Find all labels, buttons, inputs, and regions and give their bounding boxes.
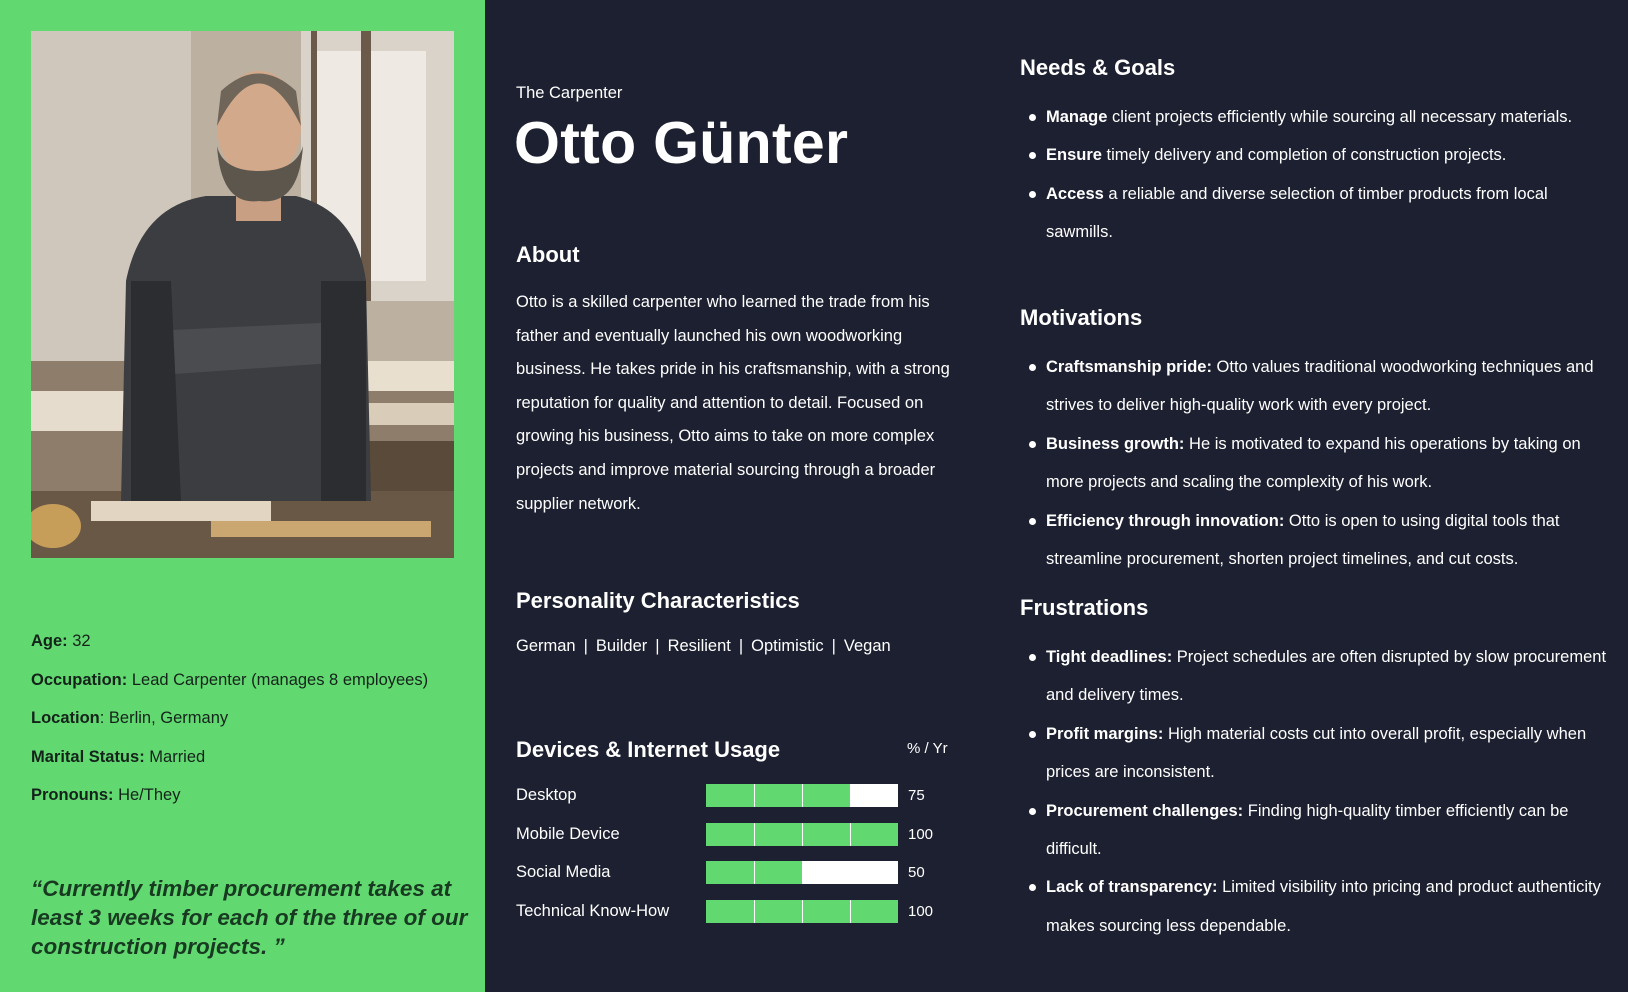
list-item — [1020, 136, 1610, 174]
item-lead: Procurement challenges: — [1046, 801, 1244, 820]
needs-list — [1020, 98, 1610, 252]
fact-label: Pronouns: — [31, 786, 114, 804]
device-row — [516, 861, 956, 900]
item-text: timely delivery and completion of construction projects. — [1101, 146, 1507, 165]
device-label: Technical Know-How — [516, 901, 670, 920]
frustrations-heading: Frustrations — [1020, 595, 1149, 620]
fact-value: : Berlin, Germany — [99, 709, 229, 727]
item-lead: Lack of transparency: — [1046, 878, 1218, 897]
item-text: Project schedules are often disrupted by slow procurement and delivery times. — [1046, 648, 1607, 705]
fact-label: Age: — [31, 632, 68, 650]
about-text: Otto is a skilled carpenter who learned the trade from his father and eventually launched his own woodworking business. He takes pride in his craftsmanship, with a strong reputation for quality and attention to detail. Focused on growing his business, Otto aims to take on more complex projects and improve material sourcing through a broader supplier network. — [516, 293, 950, 513]
item-text: High material costs cut into overall profit, especially when prices are inconsistent. — [1046, 724, 1587, 782]
device-row — [516, 823, 956, 862]
trait: Optimistic — [751, 637, 824, 655]
usage-bar-fill — [706, 784, 850, 807]
list-item — [1020, 792, 1610, 869]
item-lead: Access — [1046, 184, 1104, 203]
device-label: Mobile Device — [516, 824, 620, 843]
device-row — [516, 900, 956, 939]
item-lead: Profit margins: — [1046, 724, 1164, 743]
fact-occupation — [31, 661, 471, 700]
item-lead: Business growth: — [1046, 434, 1185, 453]
fact-age — [31, 622, 471, 661]
fact-value: Lead Carpenter (manages 8 employees) — [127, 670, 429, 689]
list-item — [1020, 175, 1610, 252]
list-item — [1020, 715, 1610, 792]
trait-separator: | — [831, 637, 836, 655]
usage-bar — [706, 823, 898, 846]
item-text: a reliable and diverse selection of timber products from local sawmills. — [1046, 184, 1548, 242]
item-text: Otto values traditional woodworking techniques and strives to deliver high-quality work with every project. — [1046, 358, 1594, 415]
item-text: He is motivated to expand his operations by taking on more projects and scaling the complexity of his work. — [1046, 434, 1581, 492]
device-label: Desktop — [516, 786, 577, 804]
list-item — [1020, 348, 1610, 425]
usage-bar — [706, 861, 898, 884]
persona-quote: “Currently timber procurement takes at least 3 weeks for each of the three of our construction projects. ” — [31, 876, 468, 959]
usage-value: 75 — [908, 787, 925, 804]
item-text: client projects efficiently while sourcing all necessary materials. — [1107, 108, 1573, 126]
personality-heading: Personality Characteristics — [516, 588, 800, 613]
list-item — [1020, 98, 1610, 136]
usage-value: 50 — [908, 864, 925, 881]
persona-facts — [31, 622, 471, 815]
fact-marital-status — [31, 738, 471, 777]
usage-bar — [706, 900, 898, 923]
item-lead: Efficiency through innovation: — [1046, 511, 1285, 530]
profile-panel — [0, 0, 485, 992]
trait-separator: | — [583, 637, 588, 655]
device-row — [516, 784, 956, 823]
fact-label: Marital Status: — [31, 747, 145, 766]
fact-value: He/They — [113, 786, 181, 804]
devices-usage — [516, 784, 956, 938]
fact-label: Location — [31, 709, 100, 727]
list-item — [1020, 638, 1610, 715]
persona-name: Otto Günter — [514, 110, 849, 176]
trait-separator: | — [738, 637, 744, 655]
persona-photo — [31, 31, 454, 558]
trait: Resilient — [667, 637, 731, 655]
needs-heading: Needs & Goals — [1020, 55, 1176, 80]
usage-value: 100 — [908, 825, 934, 843]
motivations-heading: Motivations — [1020, 305, 1143, 330]
device-label: Social Media — [516, 863, 611, 881]
devices-unit: % / Yr — [907, 740, 948, 757]
fact-label: Occupation: — [31, 670, 128, 689]
list-item — [1020, 502, 1610, 579]
trait: Builder — [595, 637, 648, 655]
item-lead: Craftsmanship pride: — [1046, 358, 1212, 376]
list-item — [1020, 425, 1610, 502]
about-heading: About — [516, 242, 580, 267]
usage-value: 100 — [908, 902, 934, 920]
item-lead: Tight deadlines: — [1046, 648, 1173, 666]
item-text: Otto is open to using digital tools that streamline procurement, shorten project timelines, and cut costs. — [1046, 511, 1560, 569]
item-text: Limited visibility into pricing and product authenticity makes sourcing less dependable. — [1046, 878, 1601, 935]
fact-pronouns — [31, 776, 471, 815]
trait: German — [516, 637, 576, 655]
fact-value: 32 — [67, 632, 91, 650]
devices-heading: Devices & Internet Usage — [516, 737, 781, 762]
list-item — [1020, 868, 1610, 945]
item-lead: Manage — [1046, 108, 1108, 126]
fact-value: Married — [144, 747, 206, 766]
trait: Vegan — [843, 637, 891, 655]
persona-role: The Carpenter — [516, 84, 623, 102]
item-text: Finding high-quality timber efficiently can be difficult. — [1046, 801, 1569, 859]
motivations-list — [1020, 348, 1610, 578]
trait-separator: | — [655, 637, 660, 655]
personality-traits — [516, 637, 891, 656]
fact-location — [31, 699, 471, 738]
item-lead: Ensure — [1046, 146, 1102, 165]
frustrations-list — [1020, 638, 1610, 945]
usage-bar — [706, 784, 898, 807]
